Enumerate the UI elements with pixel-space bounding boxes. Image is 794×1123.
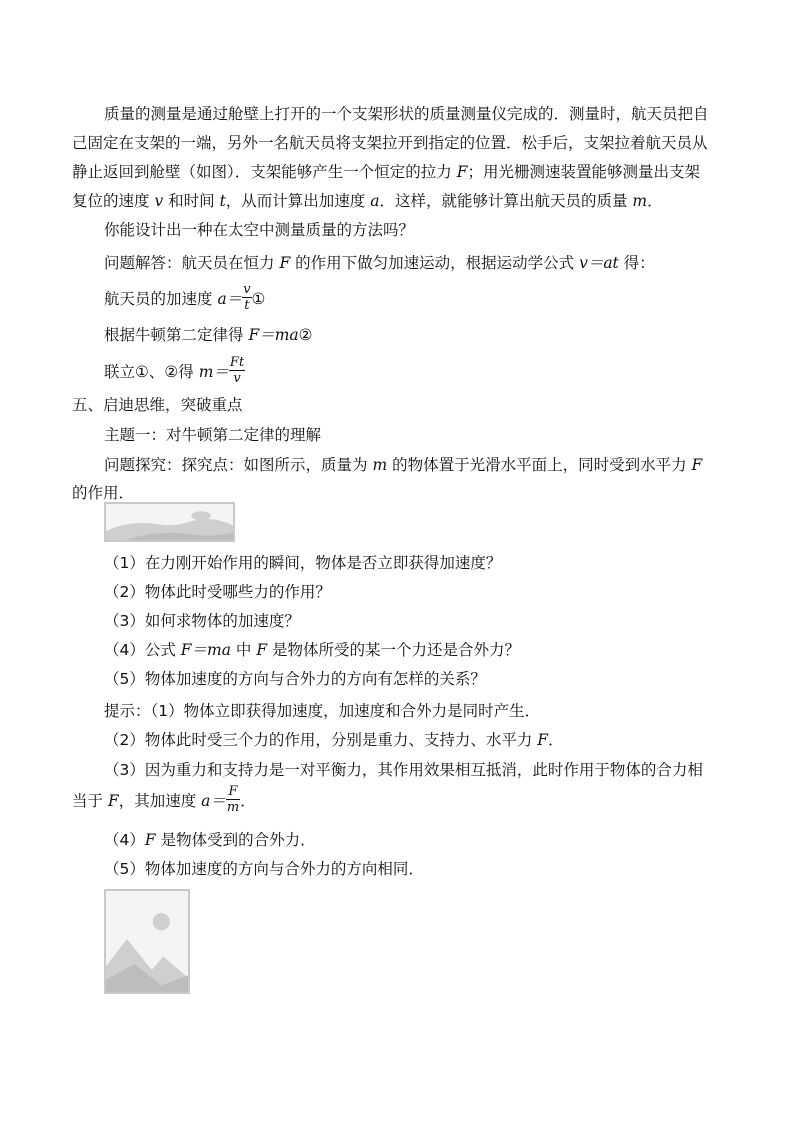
var-a: a <box>370 192 380 210</box>
denominator: v <box>233 371 241 386</box>
var-m: m <box>632 192 648 210</box>
hint-2 <box>104 730 564 750</box>
var-m: m <box>372 456 388 474</box>
circled-number: ② <box>298 326 313 344</box>
text: 当于 <box>72 792 108 810</box>
formula-v-at: v＝at <box>579 254 619 272</box>
question-1 <box>104 553 501 573</box>
text: 中 <box>231 641 257 659</box>
text: ，其加速度 <box>118 792 202 810</box>
text: 的作用下做匀加速运动，根据运动学公式 <box>290 254 580 272</box>
question-2 <box>104 582 331 602</box>
var-t: t <box>219 192 226 210</box>
text: 联立①、②得 <box>104 363 199 381</box>
text: 是物体所受的某一个力还是合外力？ <box>267 641 521 659</box>
var-F: F <box>456 163 468 181</box>
text: ；用光栅测速装置能够测量出支架 <box>467 163 700 181</box>
question-4 <box>104 640 520 660</box>
text: 和时间 <box>163 192 220 210</box>
var-F: F <box>256 641 268 659</box>
text: 得： <box>618 254 655 272</box>
text: 提示：（1）物体立即获得加速度，加速度和合外力是同时产生． <box>104 702 541 720</box>
image-placeholder-icon <box>104 889 190 994</box>
text: 问题解答：航天员在恒力 <box>104 254 280 272</box>
text: ． <box>240 792 256 810</box>
topic-heading <box>104 425 321 445</box>
question-line <box>104 220 414 240</box>
text: （2）物体此时受哪些力的作用？ <box>104 583 331 601</box>
hint-3 <box>104 760 703 780</box>
text: ． <box>548 731 564 749</box>
var-v: v <box>154 192 164 210</box>
text: 你能设计出一种在太空中测量质量的方法吗？ <box>104 221 415 239</box>
answer-line-1 <box>104 253 655 273</box>
intro-line-1 <box>104 104 709 124</box>
formula-a-eq: a＝ <box>217 290 243 308</box>
circled-number: ① <box>251 290 266 308</box>
text: （4） <box>104 831 145 849</box>
fraction-F-over-m <box>226 784 240 815</box>
text: （3）因为重力和支持力是一对平衡力，其作用效果相互抵消，此时作用于物体的合力相 <box>104 761 703 779</box>
var-F: F <box>144 831 156 849</box>
formula-F-ma: F＝ma <box>248 326 299 344</box>
answer-line-4 <box>104 357 245 388</box>
formula-a-eq: a＝ <box>201 792 226 810</box>
text: ． <box>647 192 663 210</box>
landscape-icon <box>106 891 188 992</box>
formula-m-eq: m＝ <box>198 363 229 381</box>
question-3 <box>104 611 300 631</box>
hint-1 <box>104 701 540 721</box>
landscape-icon <box>106 504 233 540</box>
text: 航天员的加速度 <box>104 290 218 308</box>
var-F: F <box>537 731 549 749</box>
image-placeholder-icon <box>104 502 235 542</box>
explore-line-1 <box>104 455 702 475</box>
hint-4 <box>104 830 316 850</box>
denominator: m <box>226 800 240 815</box>
text: 主题一：对牛顿第二定律的理解 <box>104 426 322 444</box>
answer-line-3 <box>104 325 313 345</box>
text: ．这样，就能够计算出航天员的质量 <box>379 192 633 210</box>
intro-line-4 <box>72 191 663 211</box>
numerator: Ft <box>229 355 245 370</box>
text: 己固定在支架的一端，另外一名航天员将支架拉开到指定的位置．松手后，支架拉着航天员从 <box>72 134 708 152</box>
text: （4）公式 <box>104 641 181 659</box>
var-F: F <box>279 254 291 272</box>
numerator: F <box>226 784 240 800</box>
intro-line-3 <box>72 162 700 182</box>
text: 的物体置于光滑水平面上，同时受到水平力 <box>387 456 692 474</box>
fraction-v-over-t <box>242 282 251 313</box>
text: （5）物体加速度的方向与合外力的方向有怎样的关系？ <box>104 670 486 688</box>
text: 五、启迪思维，突破重点 <box>72 396 243 414</box>
fraction-Ft-over-v <box>229 355 245 386</box>
intro-line-2 <box>72 133 708 153</box>
text: 根据牛顿第二定律得 <box>104 326 249 344</box>
text: ，从而计算出加速度 <box>225 192 371 210</box>
explore-line-2 <box>72 483 134 503</box>
section-heading <box>72 395 243 415</box>
text: 是物体受到的合外力． <box>155 831 316 849</box>
question-5 <box>104 669 486 689</box>
text: （1）在力刚开始作用的瞬间，物体是否立即获得加速度？ <box>104 554 502 572</box>
text: （3）如何求物体的加速度？ <box>104 612 300 630</box>
hint-3-continued <box>72 786 256 817</box>
text: （5）物体加速度的方向与合外力的方向相同． <box>104 860 424 878</box>
text: 的作用． <box>72 484 135 502</box>
formula-F-ma: F＝ma <box>180 641 231 659</box>
answer-line-2 <box>104 284 265 315</box>
text: 问题探究：探究点：如图所示，质量为 <box>104 456 373 474</box>
text: 复位的速度 <box>72 192 155 210</box>
numerator: v <box>243 282 251 297</box>
hint-5 <box>104 859 424 879</box>
denominator: t <box>244 298 250 313</box>
text: 质量的测量是通过舱壁上打开的一个支架形状的质量测量仪完成的．测量时，航天员把自 <box>104 105 709 123</box>
var-F: F <box>691 456 703 474</box>
text: （2）物体此时受三个力的作用，分别是重力、支持力、水平力 <box>104 731 538 749</box>
text: 静止返回到舱壁（如图）．支架能够产生一个恒定的拉力 <box>72 163 457 181</box>
var-F: F <box>107 792 119 810</box>
